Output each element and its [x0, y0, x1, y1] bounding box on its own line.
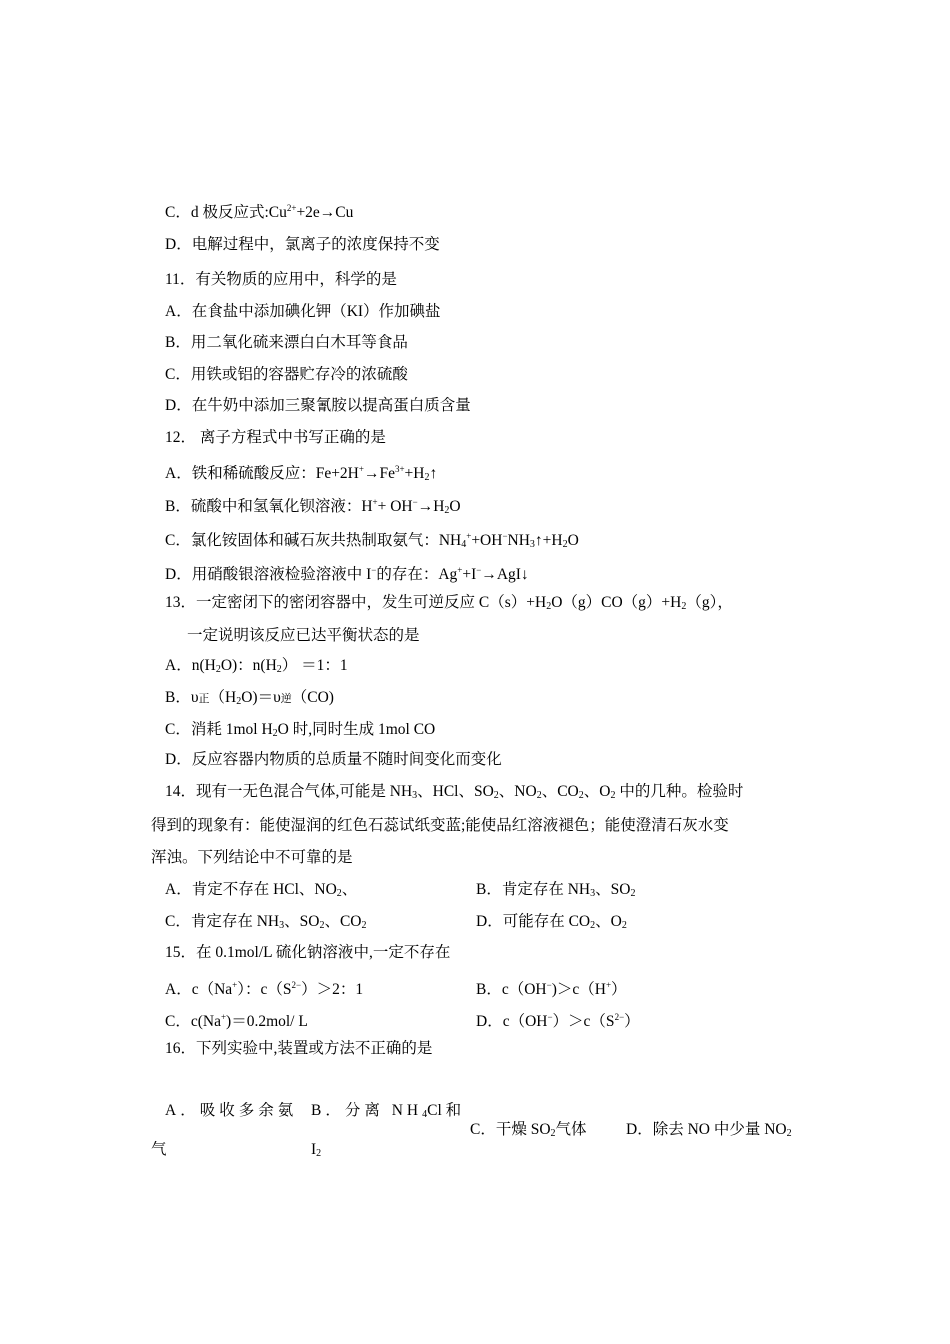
q11-option-d: D．在牛奶中添加三聚氰胺以提高蛋白质含量	[165, 397, 471, 414]
q13-option-c: C．消耗 1mol $H_2O$ 时,同时生成 1mol CO	[165, 721, 436, 739]
q11-option-c: C．用铁或铝的容器贮存冷的浓硫酸	[165, 366, 408, 383]
q15-option-b: B．c（OH−)＞c（H+）	[476, 980, 627, 998]
q16-option-b-cont: $I_2$	[311, 1141, 322, 1159]
q12-option-a: A．铁和稀硫酸反应：$Fe+2H^+\to Fe^{3+}+H_2↑$	[165, 464, 438, 483]
q14-option-c: C．肯定存在 $NH_3$、$SO_2$、$CO_2$	[165, 913, 367, 931]
q14-option-b: B．肯定存在 $NH_3$、$SO_2$	[476, 881, 636, 899]
option-d-prev: D．电解过程中，氯离子的浓度保持不变	[165, 236, 440, 253]
question-11: 11．有关物质的应用中，科学的是	[165, 271, 397, 288]
q15-option-d: D．$c(OH^-)>c(S^{2-})$	[476, 1012, 640, 1030]
q14-option-d: D．可能存在 $CO_2$、$O_2$	[476, 913, 627, 931]
q12-option-c: C．氯化铵固体和碱石灰共热制取氨气：$NH_4^++OH^-NH_3↑+H_2O$	[165, 531, 579, 550]
question-14-cont2: 浑浊。下列结论中不可靠的是	[151, 849, 353, 866]
q16-option-b: B．分离 $NH_4Cl$ 和	[311, 1102, 462, 1120]
q13-option-a: A．$n(H_2O)$：$n(H_2) =1$：1	[165, 657, 348, 675]
q15-option-a: A．c（Na+）：$c(S^{2-})>2$：1	[165, 980, 364, 998]
question-13-cont: 一定说明该反应已达平衡状态的是	[187, 627, 420, 644]
q16-option-d: D．除去 NO 中少量 $NO_2$	[626, 1121, 792, 1139]
q12-option-b: B．硫酸中和氢氧化钡溶液：$H^++ OH^-\to H_2O$	[165, 497, 461, 516]
q13-option-d: D．反应容器内物质的总质量不随时间变化而变化	[165, 751, 502, 768]
option-c-prev: C．d 极反应式$:Cu^{2+}+2e\to Cu$	[165, 203, 354, 221]
question-14-cont: 得到的现象有：能使湿润的红色石蕊试纸变蓝;能使品红溶液褪色；能使澄清石灰水变	[151, 817, 729, 834]
q11-option-a: A．在食盐中添加碘化钾（KI）作加碘盐	[165, 303, 441, 320]
question-14: 14．现有一无色混合气体,可能是 $NH_3$、HCl、$SO_2$、$NO_2$、$CO_2$、$O_2$ 中的几种。检验时	[165, 783, 744, 801]
q16-option-c: C．干燥 $SO_2$气体	[470, 1121, 587, 1139]
question-13: 13．一定密闭下的密闭容器中，发生可逆反应 $C(s)+H_2O(g)CO(g)+H_2(g)$，	[165, 594, 733, 612]
q16-option-a-cont: 气	[151, 1141, 167, 1158]
q12-option-d: D．用硝酸银溶液检验溶液中 I−的存在：Ag++I−→AgI↓	[165, 565, 529, 583]
q15-option-c: C．c(Na+)＝0.2mol/ L	[165, 1012, 308, 1030]
q11-option-b: B．用二氧化硫来漂白白木耳等食品	[165, 334, 408, 351]
q13-option-b: B．υ正$(H_2O)=\upsilon$逆（CO)	[165, 689, 334, 707]
question-15: 15．在 0.1mol/L 硫化钠溶液中,一定不存在	[165, 944, 451, 961]
q16-option-a: A．吸收多余氨	[165, 1102, 298, 1119]
q14-option-a: A．肯定不存在 HCl、$NO_2$、	[165, 881, 358, 899]
question-16: 16．下列实验中,装置或方法不正确的是	[165, 1040, 433, 1057]
question-12: 12． 离子方程式中书写正确的是	[165, 429, 386, 446]
